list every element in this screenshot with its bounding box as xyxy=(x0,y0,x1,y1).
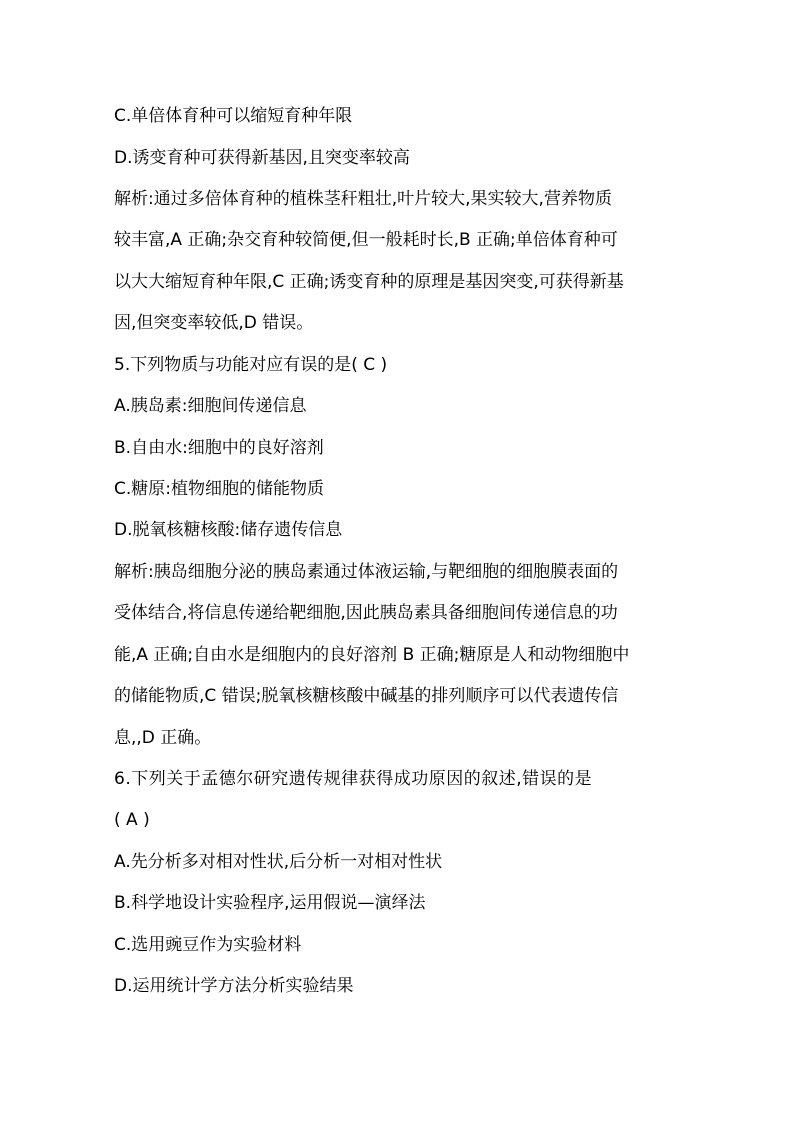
question-6-answer: ( A ) xyxy=(114,810,150,830)
option-a-line: A.先分析多对相对性状,后分析一对相对性状 xyxy=(114,852,443,872)
analysis-line: 因,但突变率较低,D 错误。 xyxy=(114,313,314,333)
option-a-line: A.胰岛素:细胞间传递信息 xyxy=(114,396,307,416)
option-c-line: C.糖原:植物细胞的储能物质 xyxy=(114,479,325,499)
option-b-line: B.科学地设计实验程序,运用假说—演绎法 xyxy=(114,893,426,913)
analysis-line: 以大大缩短育种年限,C 正确;诱变育种的原理是基因突变,可获得新基 xyxy=(114,272,624,292)
analysis-line: 受体结合,将信息传递给靶细胞,因此胰岛素具备细胞间传递信息的功 xyxy=(114,603,618,623)
option-b-line: B.自由水:细胞中的良好溶剂 xyxy=(114,438,324,458)
question-6-stem: 6.下列关于孟德尔研究遗传规律获得成功原因的叙述,错误的是 xyxy=(114,769,593,789)
option-c-line: C.单倍体育种可以缩短育种年限 xyxy=(114,106,353,126)
option-d-line: D.诱变育种可获得新基因,且突变率较高 xyxy=(114,148,410,168)
analysis-line: 解析:胰岛细胞分泌的胰岛素通过体液运输,与靶细胞的细胞膜表面的 xyxy=(114,562,619,582)
analysis-line: 能,A 正确;自由水是细胞内的良好溶剂 B 正确;糖原是人和动物细胞中 xyxy=(114,645,630,665)
question-5-stem: 5.下列物质与功能对应有误的是( C ) xyxy=(114,355,388,375)
option-d-line: D.运用统计学方法分析实验结果 xyxy=(114,976,354,996)
analysis-line: 解析:通过多倍体育种的植株茎秆粗壮,叶片较大,果实较大,营养物质 xyxy=(114,189,612,209)
option-c-line: C.选用豌豆作为实验材料 xyxy=(114,935,302,955)
analysis-line: 较丰富,A 正确;杂交育种较简便,但一般耗时长,B 正确;单倍体育种可 xyxy=(114,230,618,250)
analysis-line: 息,,D 正确。 xyxy=(114,728,212,748)
option-d-line: D.脱氧核糖核酸:储存遗传信息 xyxy=(114,520,343,540)
analysis-line: 的储能物质,C 错误;脱氧核糖核酸中碱基的排列顺序可以代表遗传信 xyxy=(114,686,619,706)
